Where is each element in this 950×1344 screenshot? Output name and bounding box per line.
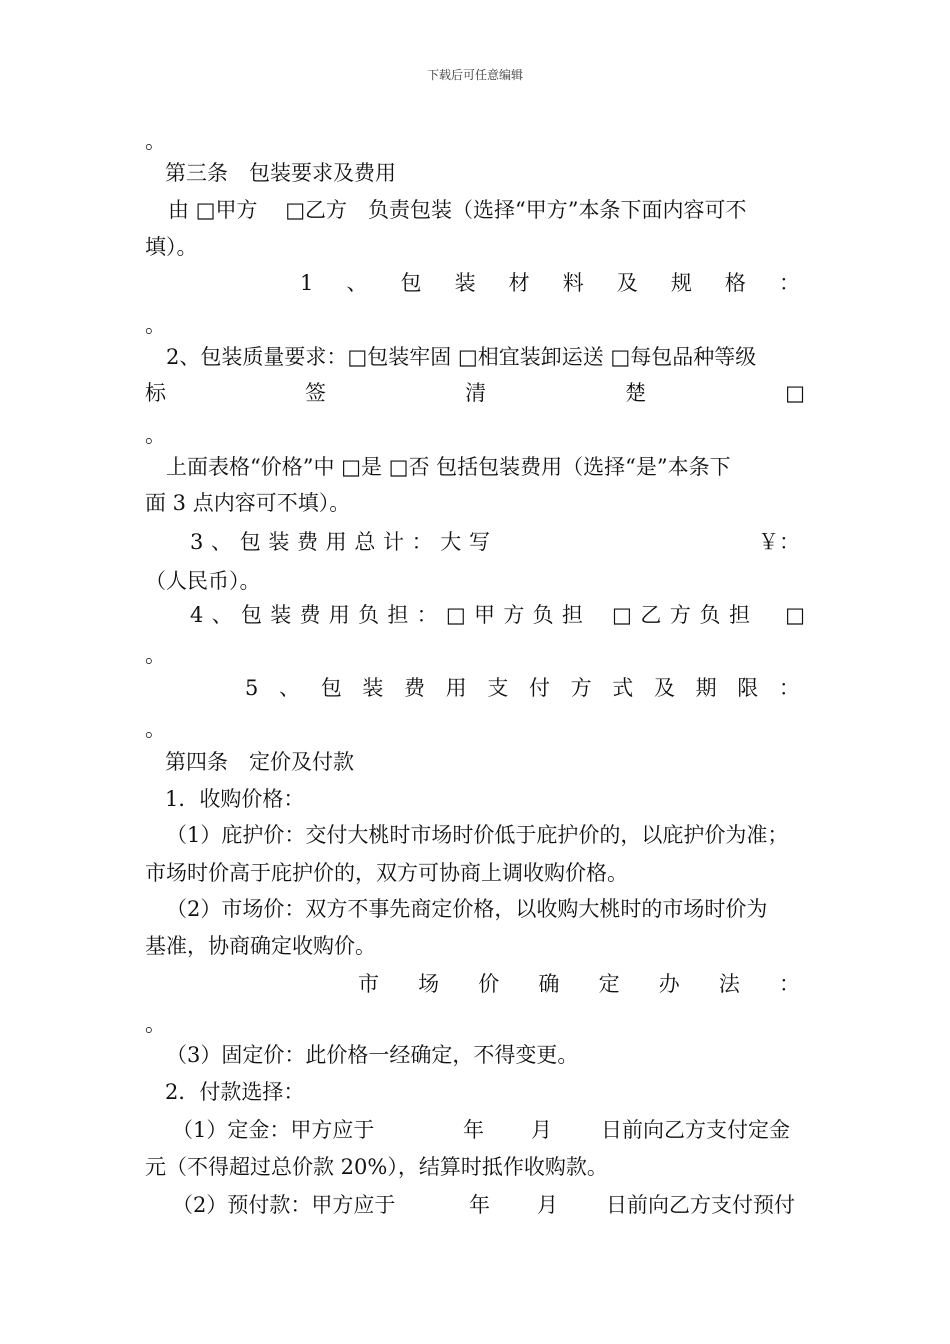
text-line: 年: [463, 1118, 484, 1142]
spaced-char: 确: [538, 972, 560, 996]
spaced-char: 价: [478, 972, 500, 996]
text-line: 2．付款选择：: [165, 1080, 305, 1104]
spaced-char: 场: [418, 972, 440, 996]
section-heading-3: 第三条 包装要求及费用: [165, 161, 396, 185]
text-line: 日前向乙方支付预付: [606, 1193, 795, 1217]
text-line: 面 3 点内容可不填）。: [145, 491, 351, 515]
spaced-char: 3: [190, 530, 204, 554]
spaced-char: 装: [270, 603, 292, 627]
spaced-line-label: [145, 378, 805, 408]
text-line: 市场时价高于庇护价的，双方可协商上调收购价格。: [145, 861, 628, 885]
spaced-char: 方: [503, 603, 525, 627]
spaced-char: 方: [570, 676, 592, 700]
spaced-char: 限: [737, 676, 759, 700]
spaced-char: 4: [190, 603, 204, 627]
text-line: 。: [145, 423, 166, 447]
text-line: （1）定金：甲方应于: [172, 1118, 375, 1142]
text-line: 由 □甲方 □乙方 负责包装（选择“甲方”本条下面内容可不: [168, 198, 747, 222]
text-line: 填）。: [145, 235, 198, 259]
text-line: 日前向乙方支付定金: [601, 1118, 790, 1142]
spaced-char: 装: [454, 271, 476, 295]
spaced-char: □: [445, 603, 466, 627]
spaced-char: 费: [404, 676, 425, 700]
spaced-char: 期: [695, 676, 717, 700]
spaced-char: 支: [487, 676, 509, 700]
spaced-char: 市: [358, 972, 379, 996]
spaced-char: 、: [279, 676, 301, 700]
spaced-char: ：: [416, 603, 438, 627]
spaced-line-packaging-burden: [190, 600, 583, 630]
spaced-char: 包: [320, 676, 342, 700]
spaced-char: ：: [778, 972, 800, 996]
spaced-char: 式: [612, 676, 634, 700]
spaced-char: 及: [616, 271, 638, 295]
spaced-char: 计: [382, 530, 404, 554]
spaced-char: 甲: [474, 603, 496, 627]
text-line: （人民币）。: [145, 569, 261, 593]
spaced-char: 用: [445, 676, 467, 700]
spaced-line-packaging-material: [300, 268, 800, 298]
spaced-char: ：: [778, 676, 800, 700]
spaced-char: 装: [362, 676, 384, 700]
spaced-char: 包: [400, 271, 422, 295]
spaced-char: 用: [325, 530, 347, 554]
spaced-char: □: [612, 603, 632, 627]
text-line: 。: [145, 643, 166, 667]
spaced-char: 办: [658, 972, 680, 996]
text-line: （3）固定价：此价格一经确定，不得变更。: [166, 1043, 579, 1067]
spaced-char: 签: [305, 381, 327, 405]
text-line: 。: [145, 129, 166, 153]
text-line: 月: [537, 1193, 558, 1217]
spaced-char: □: [785, 381, 805, 405]
spaced-char: ：: [778, 271, 800, 295]
spaced-char: 楚: [625, 381, 647, 405]
page-header: 下载后可任意编辑: [426, 68, 523, 82]
spaced-char: 、: [211, 530, 233, 554]
spaced-char: 装: [268, 530, 290, 554]
spaced-char: 写: [468, 530, 490, 554]
spaced-char: 负: [699, 603, 721, 627]
spaced-char: 1: [300, 271, 314, 295]
text-line: 上面表格“价格”中 □是 □否 包括包装费用（选择“是”本条下: [166, 455, 731, 479]
spaced-char: 付: [528, 676, 550, 700]
spaced-char: 担: [561, 603, 583, 627]
text-line: ￥：: [758, 530, 800, 554]
spaced-char: 大: [440, 530, 462, 554]
spaced-char: 规: [670, 271, 692, 295]
spaced-char: 总: [354, 530, 376, 554]
spaced-line-payment-method: [245, 673, 800, 703]
spaced-char: 方: [669, 603, 691, 627]
spaced-char: 、: [346, 271, 368, 295]
text-line: 。: [145, 313, 166, 337]
spaced-char: 及: [653, 676, 675, 700]
text-line: 。: [145, 1012, 166, 1036]
spaced-char: 费: [297, 530, 318, 554]
spaced-char: 包: [240, 603, 262, 627]
text-line: （2）市场价：双方不事先商定价格，以收购大桃时的市场时价为: [166, 897, 768, 921]
spaced-char: 、: [211, 603, 233, 627]
spaced-char: 料: [562, 271, 584, 295]
checkbox-glyph: □: [785, 603, 805, 627]
spaced-char: 5: [245, 676, 259, 700]
text-line: 。: [145, 717, 166, 741]
text-line: 基准，协商确定收购价。: [145, 934, 376, 958]
text-line: 年: [469, 1193, 490, 1217]
spaced-char: 清: [465, 381, 487, 405]
spaced-char: ：: [411, 530, 433, 554]
spaced-char: 担: [728, 603, 750, 627]
spaced-line-market-price-method: [358, 969, 800, 999]
spaced-char: 乙: [640, 603, 662, 627]
spaced-char: 标: [145, 381, 166, 405]
spaced-char: 材: [508, 271, 530, 295]
text-line: （2）预付款：甲方应于: [172, 1193, 396, 1217]
spaced-line-packaging-total: [190, 527, 490, 557]
spaced-char: 包: [239, 530, 261, 554]
text-line: 月: [531, 1118, 552, 1142]
spaced-char: 负: [358, 603, 380, 627]
text-line: 元（不得超过总价款 20%），结算时抵作收购款。: [145, 1155, 608, 1179]
text-line: （1）庇护价：交付大桃时市场时价低于庇护价的，以庇护价为准；: [166, 823, 789, 847]
spaced-char: 定: [598, 972, 620, 996]
spaced-char: 格: [724, 271, 746, 295]
spaced-char: 费: [299, 603, 321, 627]
spaced-char: 负: [532, 603, 554, 627]
spaced-char: 法: [718, 972, 740, 996]
spaced-char: 担: [387, 603, 409, 627]
text-line: 2、包装质量要求：□包装牢固 □相宜装卸运送 □每包品种等级: [166, 345, 757, 369]
section-heading-4: 第四条 定价及付款: [165, 750, 354, 774]
text-line: 1．收购价格：: [165, 787, 305, 811]
spaced-char: 用: [328, 603, 350, 627]
